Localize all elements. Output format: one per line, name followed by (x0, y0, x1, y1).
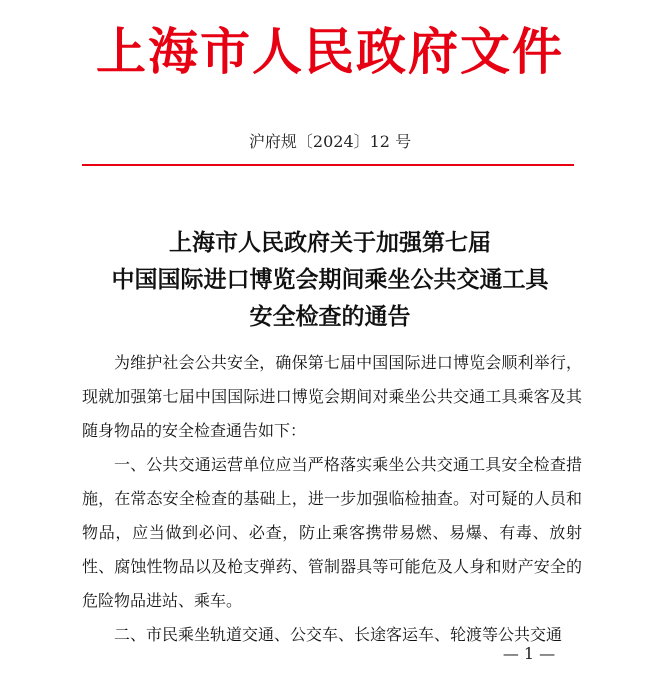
page-number: — 1 — (502, 644, 556, 663)
body-paragraph-item-2: 二、市民乘坐轨道交通、公交车、长途客运车、轮渡等公共交通 (114, 625, 563, 644)
body-paragraph-item-1: 一、公共交通运营单位应当严格落实乘坐公共交通工具安全检查措施，在常态安全检查的基础上，进一步加强临检抽查。对可疑的人员和物品，应当做到必问、必查，防止乘客携带易燃、易爆、有毒、放射性、腐蚀性物品以及枪支弹药、管制器具等可能危及人身和财产安全的危险物品进站、乘车。 (82, 455, 582, 610)
notice-body (82, 346, 582, 652)
notice-title-line-2: 中国国际进口博览会期间乘坐公共交通工具 (111, 266, 549, 293)
body-paragraph-intro: 为维护社会公共安全，确保第七届中国国际进口博览会顺利举行，现就加强第七届中国国际进口博览会期间对乘坐公共交通工具乘客及其随身物品的安全检查通告如下： (82, 353, 582, 440)
notice-title (0, 224, 660, 335)
document-number: 沪府规〔2024〕12 号 (248, 132, 412, 151)
red-separator-line (82, 164, 574, 166)
notice-title-line-1: 上海市人民政府关于加强第七届 (169, 229, 491, 256)
issuer-header-title: 上海市人民政府文件 (96, 22, 564, 81)
notice-title-line-3: 安全检查的通告 (249, 303, 411, 330)
